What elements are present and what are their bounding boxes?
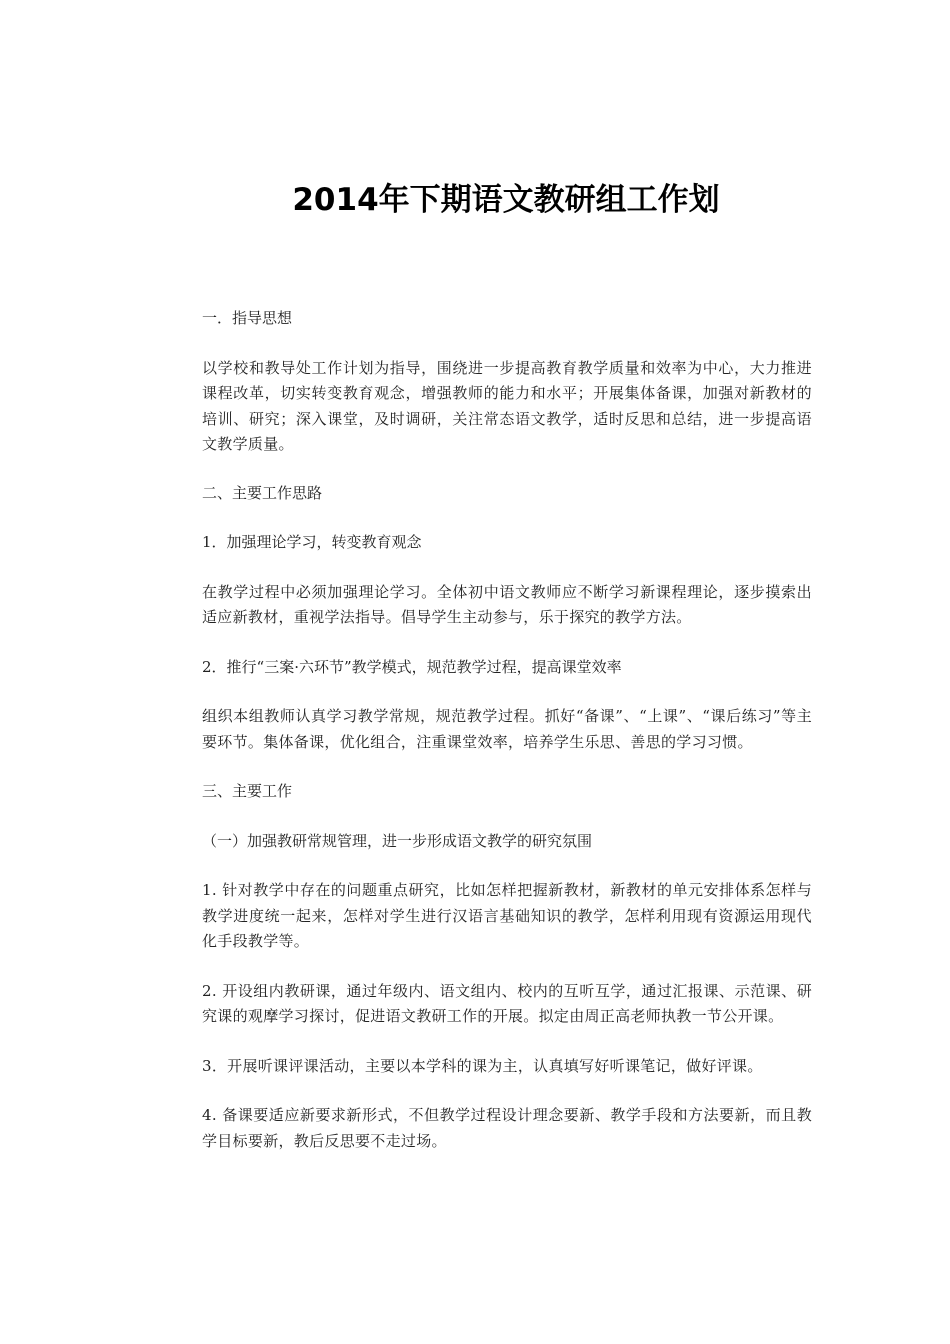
- paragraph-teaching-model: 组织本组教师认真学习教学常规，规范教学过程。抓好“备课”、“上课”、“课后练习”等主要环节。集体备课，优化组合，注重课堂效率，培养学生乐思、善思的学习习惯。: [202, 707, 812, 751]
- document-title: 2014年下期语文教研组工作划: [292, 182, 720, 218]
- section-heading-main-work: 三、主要工作: [202, 782, 293, 800]
- section-heading-main-ideas: 二、主要工作思路: [202, 483, 323, 502]
- subheading-theory-study: 1．加强理论学习，转变教育观念: [202, 533, 422, 551]
- paragraph-item-3: 3．开展听课评课活动，主要以本学科的课为主，认真填写好听课笔记，做好评课。: [202, 1056, 763, 1075]
- paragraph-guiding-ideology: 以学校和教导处工作计划为指导，围绕进一步提高教育教学质量和效率为中心，大力推进课程改革，切实转变教育观念，增强教师的能力和水平；开展集体备课，加强对新教材的培训、研究；深入课堂，及时调研，关注常态语文教学，适时反思和总结，进一步提高语文教学质量。: [202, 358, 812, 453]
- paragraph-item-2: 2. 开设组内教研课，通过年级内、语文组内、校内的互听互学，通过汇报课、示范课、研究课的观摩学习探讨，促进语文教研工作的开展。拟定由周正高老师执教一节公开课。: [202, 981, 812, 1025]
- section-heading-guiding-ideology: 一．指导思想: [202, 309, 293, 327]
- subheading-routine-management: （一）加强教研常规管理，进一步形成语文教学的研究氛围: [202, 831, 593, 850]
- paragraph-item-1: 1. 针对教学中存在的问题重点研究，比如怎样把握新教材，新教材的单元安排体系怎样与教学进度统一起来，怎样对学生进行汉语言基础知识的教学，怎样利用现有资源运用现代化手段教学等。: [202, 881, 812, 950]
- paragraph-theory-study: 在教学过程中必须加强理论学习。全体初中语文教师应不断学习新课程理论，逐步摸索出适应新教材，重视学法指导。倡导学生主动参与，乐于探究的教学方法。: [202, 582, 812, 626]
- subheading-teaching-model: 2．推行“三案·六环节”教学模式，规范教学过程，提高课堂效率: [202, 657, 622, 676]
- paragraph-item-4: 4. 备课要适应新要求新形式，不但教学过程设计理念要新、教学手段和方法要新，而且教学目标要新，教后反思要不走过场。: [202, 1106, 812, 1150]
- document-body: [202, 300, 812, 1154]
